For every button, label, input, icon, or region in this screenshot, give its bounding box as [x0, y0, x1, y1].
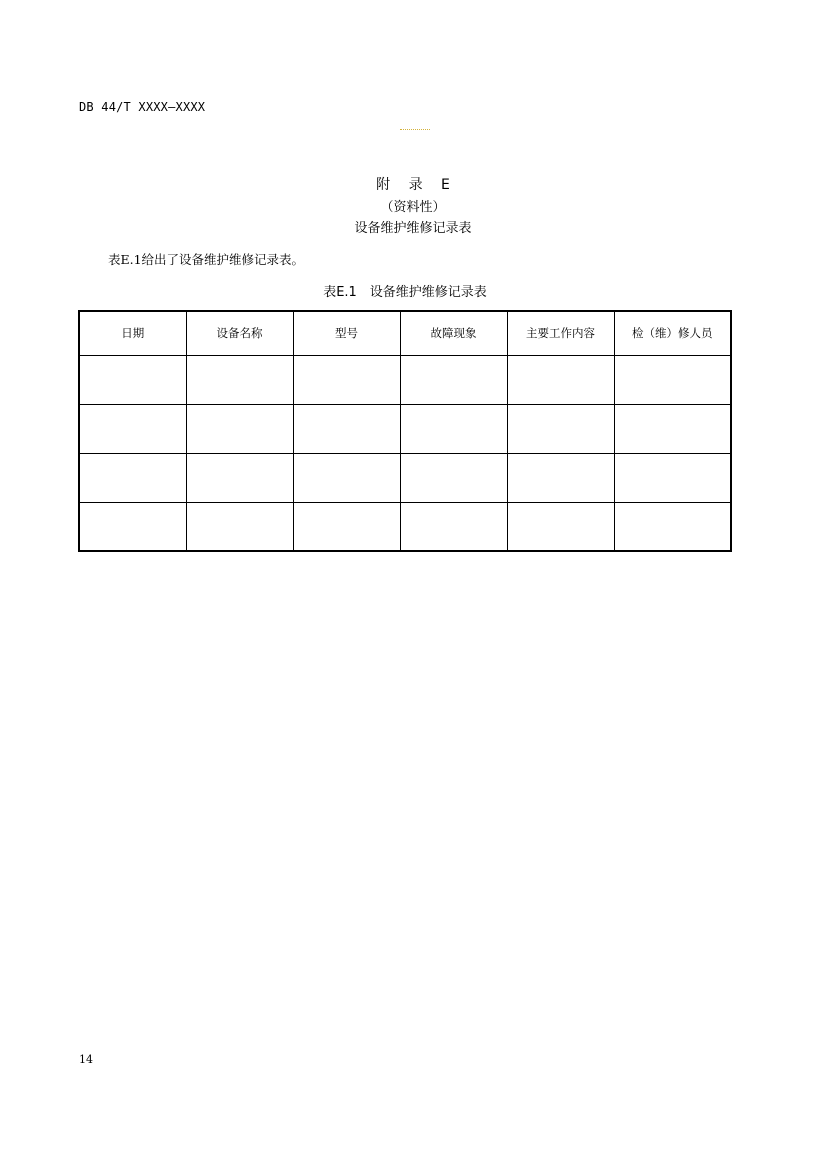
appendix-title: 附 录 E [376, 177, 450, 193]
maintenance-record-table [78, 310, 732, 552]
table-row [79, 355, 731, 404]
appendix-name: 设备维护维修记录表 [354, 221, 472, 236]
table-cell [614, 355, 731, 404]
table-header-row [79, 311, 731, 355]
table-cell [507, 453, 614, 502]
table-cell [293, 404, 400, 453]
column-header-fault: 故障现象 [400, 311, 507, 355]
column-header-equipment-name: 设备名称 [186, 311, 293, 355]
table-cell [614, 502, 731, 551]
table-cell [614, 453, 731, 502]
table-cell [293, 453, 400, 502]
table-cell [293, 502, 400, 551]
table-cell [400, 502, 507, 551]
table-cell [79, 355, 186, 404]
standard-code: DB 44/T XXXX—XXXX [79, 100, 206, 114]
table-cell [400, 453, 507, 502]
table-cell [507, 404, 614, 453]
column-header-model: 型号 [293, 311, 400, 355]
column-header-date: 日期 [79, 311, 186, 355]
table-cell [186, 502, 293, 551]
table-cell [79, 502, 186, 551]
table-row [79, 404, 731, 453]
table-cell [186, 453, 293, 502]
table-cell [400, 404, 507, 453]
table-cell [79, 453, 186, 502]
table-cell [186, 355, 293, 404]
table-cell [293, 355, 400, 404]
table-cell [79, 404, 186, 453]
table-cell [507, 502, 614, 551]
intro-paragraph: 表E.1给出了设备维护维修记录表。 [108, 252, 305, 267]
column-header-work-content: 主要工作内容 [507, 311, 614, 355]
appendix-type: （资料性） [380, 200, 446, 215]
table-cell [186, 404, 293, 453]
page-number: 14 [79, 1053, 93, 1066]
column-header-personnel: 检（维）修人员 [614, 311, 731, 355]
table-row [79, 502, 731, 551]
table-cell [614, 404, 731, 453]
table-cell [507, 355, 614, 404]
table-cell [400, 355, 507, 404]
table-row [79, 453, 731, 502]
table-caption: 表E.1 设备维护维修记录表 [323, 285, 487, 300]
header-marker-line [400, 129, 430, 130]
